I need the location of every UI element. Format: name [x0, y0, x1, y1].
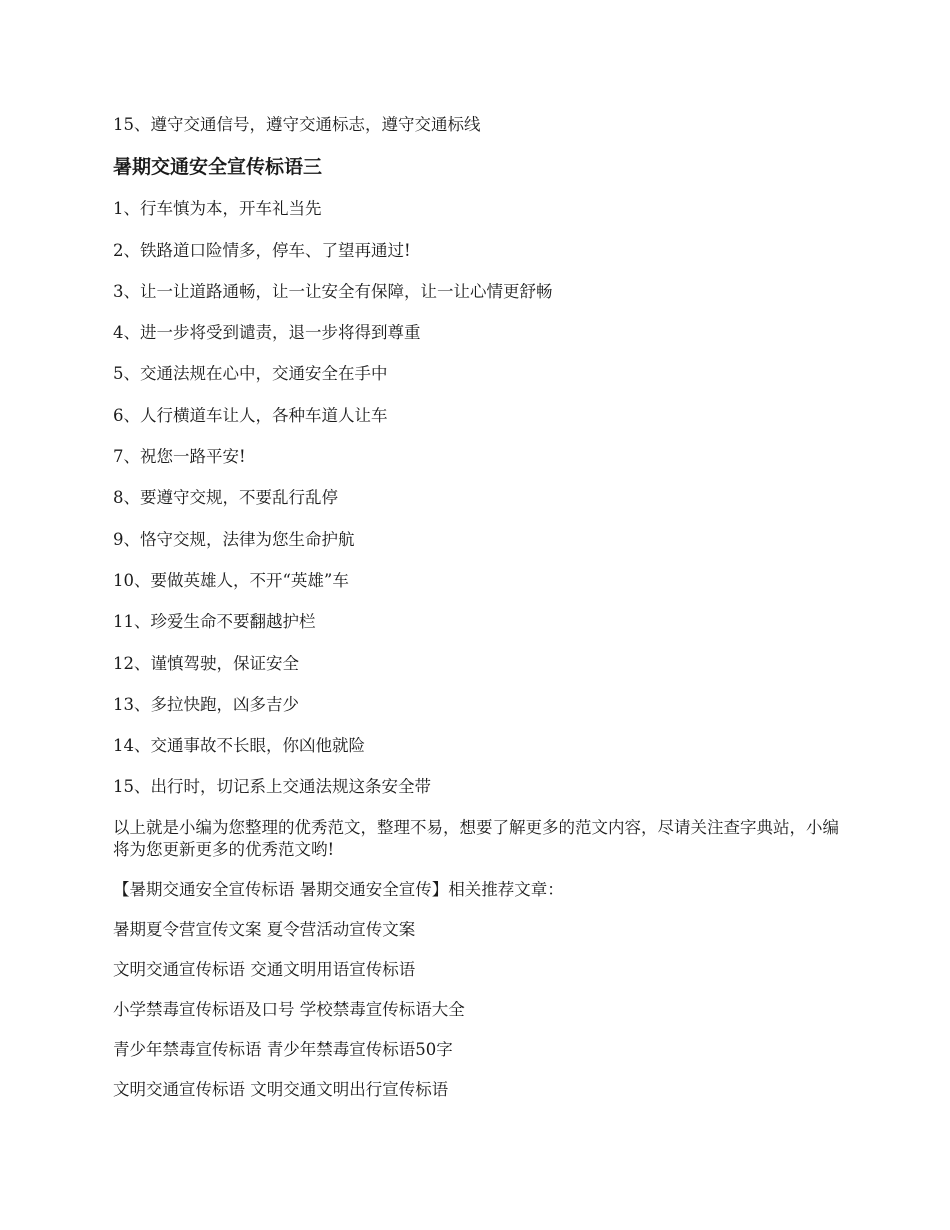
document-content: [113, 113, 843, 1118]
list-item: 8、要遵守交规，不要乱行乱停: [113, 488, 338, 508]
related-article-link[interactable]: 文明交通宣传标语 文明交通文明出行宣传标语: [113, 1079, 449, 1099]
related-articles-list: [113, 918, 843, 1102]
list-item: 13、多拉快跑，凶多吉少: [113, 694, 299, 714]
list-item: 10、要做英雄人，不开“英雄”车: [113, 570, 349, 590]
list-item: 5、交通法规在心中，交通安全在手中: [113, 364, 388, 384]
list-item: 9、恪守交规，法律为您生命护航: [113, 529, 355, 549]
list-item: 2、铁路道口险情多，停车、了望再通过!: [113, 240, 411, 260]
list-item: 12、谨慎驾驶，保证安全: [113, 653, 299, 673]
list-item: 1、行车慎为本，开车礼当先: [113, 199, 322, 219]
list-item: 7、祝您一路平安!: [113, 447, 246, 467]
section-title: 暑期交通安全宣传标语三: [113, 156, 323, 179]
related-article-link[interactable]: 暑期夏令营宣传文案 夏令营活动宣传文案: [113, 919, 416, 939]
related-article-link[interactable]: 青少年禁毒宣传标语 青少年禁毒宣传标语50字: [113, 1039, 453, 1059]
list-item: 11、珍爱生命不要翻越护栏: [113, 612, 316, 632]
related-heading: 【暑期交通安全宣传标语 暑期交通安全宣传】相关推荐文章：: [113, 879, 564, 899]
list-item: 15、出行时，切记系上交通法规这条安全带: [113, 777, 431, 797]
related-article-link[interactable]: 小学禁毒宣传标语及口号 学校禁毒宣传标语大全: [113, 999, 465, 1019]
closing-paragraph: 以上就是小编为您整理的优秀范文，整理不易，想要了解更多的范文内容，尽请关注查字典站，小编将为您更新更多的优秀范文哟!: [113, 817, 839, 859]
list-item: 3、让一让道路通畅，让一让安全有保障，让一让心情更舒畅: [113, 281, 553, 301]
related-article-link[interactable]: 文明交通宣传标语 交通文明用语宣传标语: [113, 959, 416, 979]
list-item: 4、进一步将受到谴责，退一步将得到尊重: [113, 323, 421, 343]
list-item: 6、人行横道车让人，各种车道人让车: [113, 405, 388, 425]
slogan-list: [113, 197, 843, 799]
list-item: 14、交通事故不长眼，你凶他就险: [113, 736, 365, 756]
top-list-item: 15、遵守交通信号，遵守交通标志，遵守交通标线: [113, 115, 481, 134]
